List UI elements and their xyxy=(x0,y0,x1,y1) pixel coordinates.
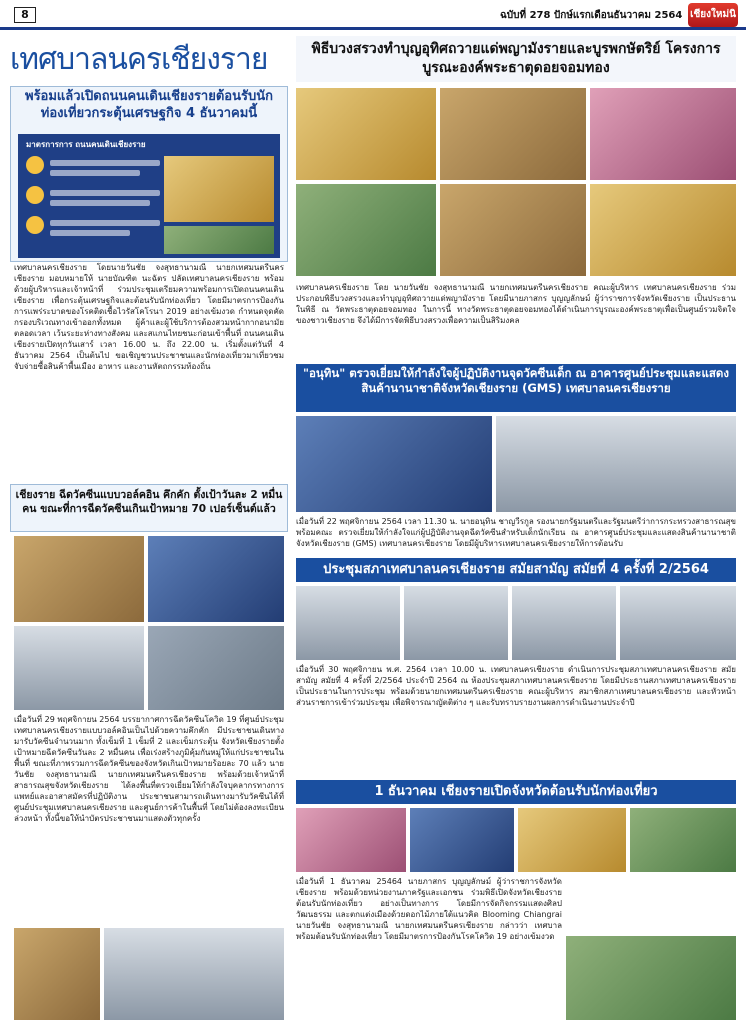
tourism-photo-4 xyxy=(630,808,736,872)
issue-line: ฉบับที่ 278 ปักษ์แรกเดือนธันวาคม 2564 xyxy=(500,10,683,21)
mask-icon xyxy=(26,186,44,204)
poster-title: มาตรการการ ถนนคนเดินเชียงราย xyxy=(26,140,146,149)
council-photo-2 xyxy=(404,586,508,660)
tourism-photo-3 xyxy=(518,808,626,872)
tourism-photo-2 xyxy=(410,808,514,872)
vaccine-photo-4 xyxy=(148,626,284,710)
ceremony-photo-3 xyxy=(590,88,736,180)
walking-street-poster xyxy=(18,134,280,258)
ceremony-body: เทศบาลนครเชียงราย โดย นายวันชัย จงสุทธานามณี นายกเทศมนตรีนครเชียงราย คณะผู้บริหาร เทศบาลนครเชียงราย ร่วมประกอบพิธีบวงสรวงและทำบุญอุทิศถวายแด่พญามังราย โดยมีนายภาสกร บุญญลักษม์ ผู้ว่าราชการจังหวัดเชียงราย เป็นประธานในพิธี ณ วัดพระธาตุดอยจอมทอง ในการนี้ ทางวัดพระธาตุดอยจอมทองได้ดำเนินการบูรณะองค์พระธาตุเพื่อเป็นศูนย์รวมจิตใจของชาวเชียงราย จึงได้มีการจัดพิธีบวงสรวงเพื่อความเป็นสิริมงคล xyxy=(296,283,736,325)
walking-street-title: พร้อมแล้วเปิดถนนคนเดินเชียงรายต้อนรับนักท่องเที่ยวกระตุ้นเศรษฐกิจ 4 ธันวาคมนี้ xyxy=(25,89,273,121)
tourism-body: เมื่อวันที่ 1 ธันวาคม 25464 นายภาสกร บุญญลักษม์ ผู้ว่าราชการจังหวัดเชียงราย พร้อมด้วยหน่วยงานภาครัฐและเอกชน ร่วมพิธีเปิดจังหวัดเชียงรายต้อนรับนักท่องเที่ยว อย่างเป็นทางการ โดยมีการจัดกิจกรรมแสดงศิลปวัฒนธรรม และตกแต่งเมืองด้วยดอกไม้ภายใต้แนวคิด Blooming Chiangrai นายวันชัย จงสุทธานามณี นายกเทศมนตรีนครเชียงราย กล่าวว่า เทศบาลพร้อมต้อนรับนักท่องเที่ยว โดยมีมาตรการป้องกันโรคโควิด 19 อย่างเข้มงวด xyxy=(296,877,562,941)
council-body: เมื่อวันที่ 30 พฤศจิกายน พ.ศ. 2564 เวลา 10.00 น. เทศบาลนครเชียงราย ดำเนินการประชุมสภาเทศบาลนครเชียงราย สมัยสามัญ สมัยที่ 4 ครั้งที่ 2/2564 ประจำปี 2564 ณ ห้องประชุมสภาเทศบาลนครเชียงราย โดยมีประธานสภาเทศบาลนครเชียงรายเป็นประธานในการประชุม พร้อมด้วยนายกเทศมนตรีนครเชียงราย คณะผู้บริหาร สมาชิกสภาเทศบาลนครเชียงราย และหัวหน้าส่วนราชการเข้าร่วมประชุม เพื่อพิจารณาญัตติต่าง ๆ และรับทราบรายงานผลการดำเนินงานประจำปี xyxy=(296,665,736,707)
anutin-title: "อนุทิน" ตรวจเยี่ยมให้กำลังใจผู้ปฏิบัติงานจุดวัคซีนเด็ก ณ อาคารศูนย์ประชุมและแสดงสินค้านานาชาติจังหวัดเชียงราย (GMS) เทศบาลนครเชียงราย xyxy=(296,364,736,412)
ceremony-photo-1 xyxy=(296,88,436,180)
walking-street-photo xyxy=(164,156,274,222)
vaccine-walkin-body: เมื่อวันที่ 29 พฤศจิกายน 2564 บรรยากาศการฉีดวัคซีนโควิด 19 ที่ศูนย์ประชุมเทศบาลนครเชียงรายแบบวอล์คอินเป็นไปด้วยความคึกคัก มีประชาชนเดินทางมารับวัคซีนจำนวนมาก ทั้งเข็มที่ 1 เข็มที่ 2 และเข็มกระตุ้น จังหวัดเชียงรายตั้งเป้าหมายฉีดวัคซีนวันละ 2 หมื่นคน เพื่อเร่งสร้างภูมิคุ้มกันหมู่ให้แก่ประชาชนในพื้นที่ ขณะที่ภาพรวมการฉีดวัคซีนของจังหวัดเกินเป้าหมายร้อยละ 70 แล้ว นายวันชัย จงสุทธานามณี นายกเทศมนตรีนครเชียงราย พร้อมด้วยเจ้าหน้าที่สาธารณสุขจังหวัดเชียงราย ได้ลงพื้นที่ตรวจเยี่ยมให้กำลังใจบุคลากรทางการแพทย์และอาสาสมัครที่ปฏิบัติงาน ประชาชนสามารถเดินทางมารับวัคซีนได้ที่ศูนย์ประชุมเทศบาลนครเชียงราย และศูนย์การค้าในพื้นที่ โดยไม่ต้องลงทะเบียนล่วงหน้า ทั้งนี้ขอให้นำบัตรประชาชนมาแสดงตัวทุกครั้ง xyxy=(14,715,284,823)
anutin-photo-1 xyxy=(296,416,492,512)
ceremony-photo-2 xyxy=(440,88,586,180)
vaccine-photo-2 xyxy=(148,536,284,622)
ceremony-photo-6 xyxy=(590,184,736,276)
anutin-photo-2 xyxy=(496,416,736,512)
page-number: 8 xyxy=(14,7,36,23)
page-header xyxy=(0,0,746,30)
council-title: ประชุมสภาเทศบาลนครเชียงราย สมัยสามัญ สมัยที่ 4 ครั้งที่ 2/2564 xyxy=(296,558,736,582)
vaccine-photo-5 xyxy=(14,928,100,1020)
tourism-photo-5 xyxy=(566,936,736,1020)
council-photo-1 xyxy=(296,586,400,660)
ceremony-photo-4 xyxy=(296,184,436,276)
council-photo-3 xyxy=(512,586,616,660)
ceremony-title: พิธีบวงสรวงทำบุญอุทิศถวายแด่พญามังรายและบูรพกษัตริย์ โครงการบูรณะองค์พระธาตุดอยจอมทอง xyxy=(296,36,736,82)
section-masthead: เทศบาลนครเชียงราย xyxy=(10,42,268,77)
anutin-body: เมื่อวันที่ 22 พฤศจิกายน 2564 เวลา 11.30 น. นายอนุทิน ชาญวีรกูล รองนายกรัฐมนตรีและรัฐมนตรีว่าการกระทรวงสาธารณสุข พร้อมคณะ ตรวจเยี่ยมให้กำลังใจแก่ผู้ปฏิบัติงานจุดฉีดวัคซีนสำหรับเด็กนักเรียน ณ อาคารศูนย์ประชุมและแสดงสินค้านานาชาติจังหวัดเชียงราย (GMS) เทศบาลนครเชียงราย โดยมีผู้บริหารเทศบาลนครเชียงรายให้การต้อนรับ xyxy=(296,517,736,548)
distance-icon xyxy=(26,216,44,234)
tourism-photo-1 xyxy=(296,808,406,872)
vaccine-photo-6 xyxy=(104,928,284,1020)
council-photo-4 xyxy=(620,586,736,660)
vaccine-photo-1 xyxy=(14,536,144,622)
street-map-image xyxy=(164,226,274,254)
newspaper-logo: เชียงใหม่นิ xyxy=(688,3,738,27)
walking-street-body: เทศบาลนครเชียงราย โดยนายวันชัย จงสุทธานามณี นายกเทศมนตรีนครเชียงราย มอบหมายให้ นายบัณฑิต นะฉัตร ปลัดเทศบาลนครเชียงราย พร้อมด้วยผู้บริหารและเจ้าหน้าที่ ร่วมประชุมเตรียมความพร้อมการเปิดถนนคนเดินเชียงราย เพื่อกระตุ้นเศรษฐกิจและต้อนรับนักท่องเที่ยว โดยมีมาตรการป้องกันการแพร่ระบาดของโรคติดเชื้อไวรัสโคโรนา 2019 อย่างเข้มงวด กำหนดจุดคัดกรองบริเวณทางเข้าออกทั้งหมด ผู้ค้าและผู้ใช้บริการต้องสวมหน้ากากอนามัยตลอดเวลา เว้นระยะห่างทางสังคม และสแกนไทยชนะก่อนเข้าพื้นที่ ถนนคนเดินเชียงรายเปิดทุกวันเสาร์ เวลา 16.00 น. ถึง 22.00 น. เริ่มตั้งแต่วันที่ 4 ธันวาคม 2564 เป็นต้นไป ขอเชิญชวนประชาชนและนักท่องเที่ยวมาเที่ยวชม จับจ่ายซื้อสินค้าพื้นเมือง อาหาร และงานหัตถกรรมท้องถิ่น xyxy=(14,263,284,371)
vaccine-photo-3 xyxy=(14,626,144,710)
tourism-title: 1 ธันวาคม เชียงรายเปิดจังหวัดต้อนรับนักท่องเที่ยว xyxy=(296,780,736,804)
qr-code-icon xyxy=(26,156,44,174)
ceremony-photo-5 xyxy=(440,184,586,276)
vaccine-walkin-title: เชียงราย ฉีดวัคซีนแบบวอล์คอิน คึกคัก ตั้งเป้าวันละ 2 หมื่นคน ขณะที่การฉีดวัคซีนเกินเป้าหมาย 70 เปอร์เซ็นต์แล้ว xyxy=(15,489,283,515)
